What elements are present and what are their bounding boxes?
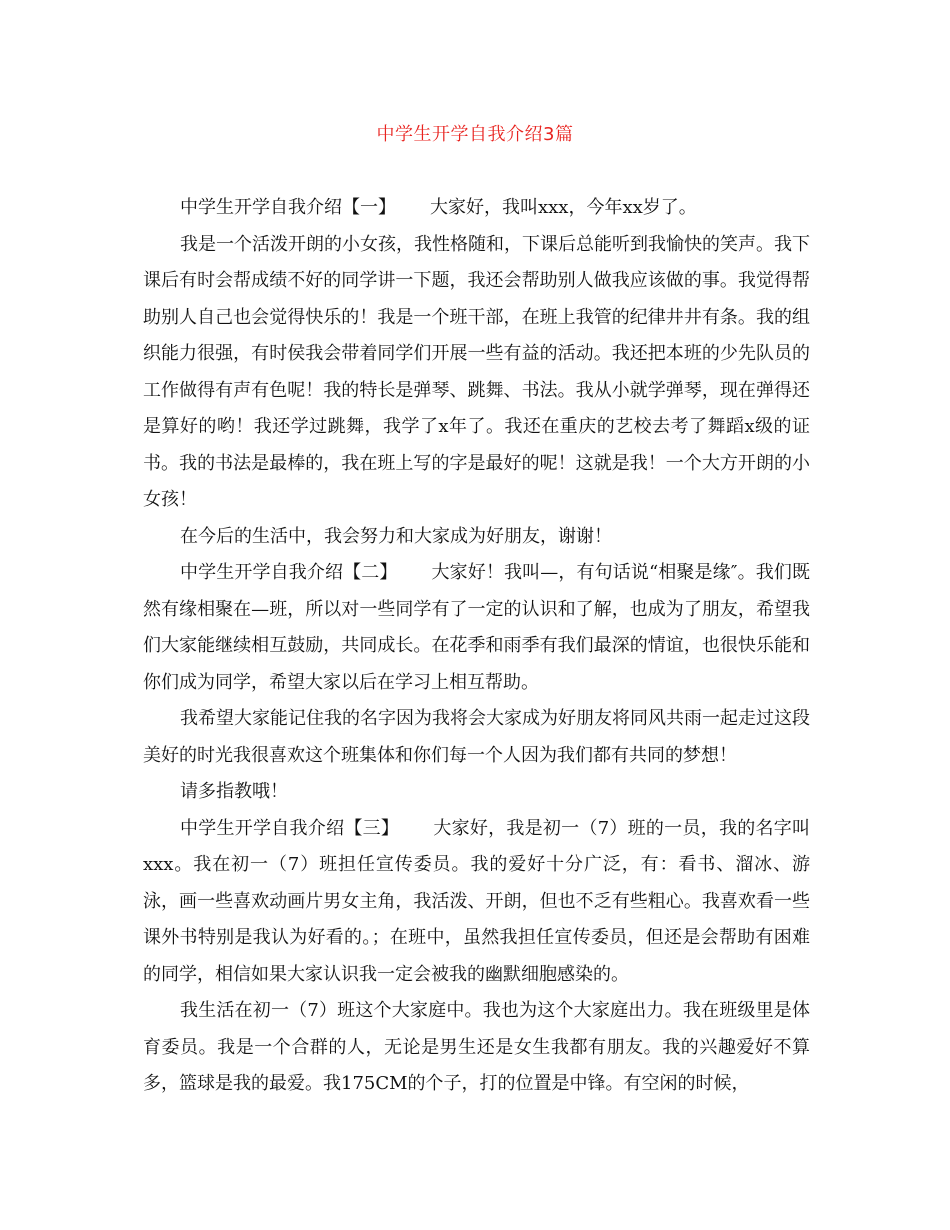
paragraph: 我生活在初一（7）班这个大家庭中。我也为这个大家庭出力。我在班级里是体育委员。我是一个合群的人，无论是男生还是女生我都有朋友。我的兴趣爱好不算多，篮球是我的最爱。我175CM的个子，打的位置是中锋。有空闲的时候， (143, 1000, 810, 1094)
section-1-intro-paragraph (143, 190, 810, 227)
paragraph: 我是一个活泼开朗的小女孩，我性格随和，下课后总能听到我愉快的笑声。我下课后有时会帮成绩不好的同学讲一下题，我还会帮助别人做我应该做的事。我觉得帮助别人自己也会觉得快乐的！我是一个班干部，在班上我管的纪律井井有条。我的组织能力很强，有时侯我会带着同学们开展一些有益的活动。我还把本班的少先队员的工作做得有声有色呢！我的特长是弹琴、跳舞、书法。我从小就学弹琴，现在弹得还是算好的哟！我还学过跳舞，我学了x年了。我还在重庆的艺校去考了舞蹈x级的证书。我的书法是最棒的，我在班上写的字是最好的呢！这就是我！一个大方开朗的小女孩！ (143, 233, 810, 510)
section-heading: 中学生开学自我介绍【一】 (180, 197, 396, 218)
paragraph-text: 大家好，我叫xxx，今年xx岁了。 (430, 197, 697, 218)
section-3-intro-paragraph (143, 811, 810, 994)
paragraph: 我希望大家能记住我的名字因为我将会大家成为好朋友将同风共雨一起走过这段美好的时光我很喜欢这个班集体和你们每一个人因为我们都有共同的梦想！ (143, 708, 810, 766)
paragraph-text: 大家好，我是初一（7）班的一员，我的名字叫xxx。我在初一（7）班担任宣传委员。我的爱好十分广泛，有：看书、溜冰、游泳，画一些喜欢动画片男女主角，我活泼、开朗，但也不乏有些粗心。我喜欢看一些课外书特别是我认为好看的。；在班中，虽然我担任宣传委员，但还是会帮助有困难的同学，相信如果大家认识我一定会被我的幽默细胞感染的。 (143, 817, 810, 985)
section-2-intro-paragraph (143, 555, 810, 701)
document-body (143, 190, 810, 1103)
paragraph: 请多指教哦！ (180, 781, 288, 802)
section-heading: 中学生开学自我介绍【三】 (180, 817, 400, 839)
paragraph-text: 大家好！我叫—，有句话说“相聚是缘″。我们既然有缘相聚在—班，所以对一些同学有了一定的认识和了解，也成为了朋友，希望我们大家能继续相互鼓励，共同成长。在花季和雨季有我们最深的情谊，也很快乐能和你们成为同学，希望大家以后在学习上相互帮助。 (143, 562, 810, 693)
document-title: 中学生开学自我介绍3篇 (376, 124, 574, 145)
section-heading: 中学生开学自我介绍【二】 (180, 562, 398, 583)
paragraph: 在今后的生活中，我会努力和大家成为好朋友，谢谢！ (180, 525, 612, 547)
